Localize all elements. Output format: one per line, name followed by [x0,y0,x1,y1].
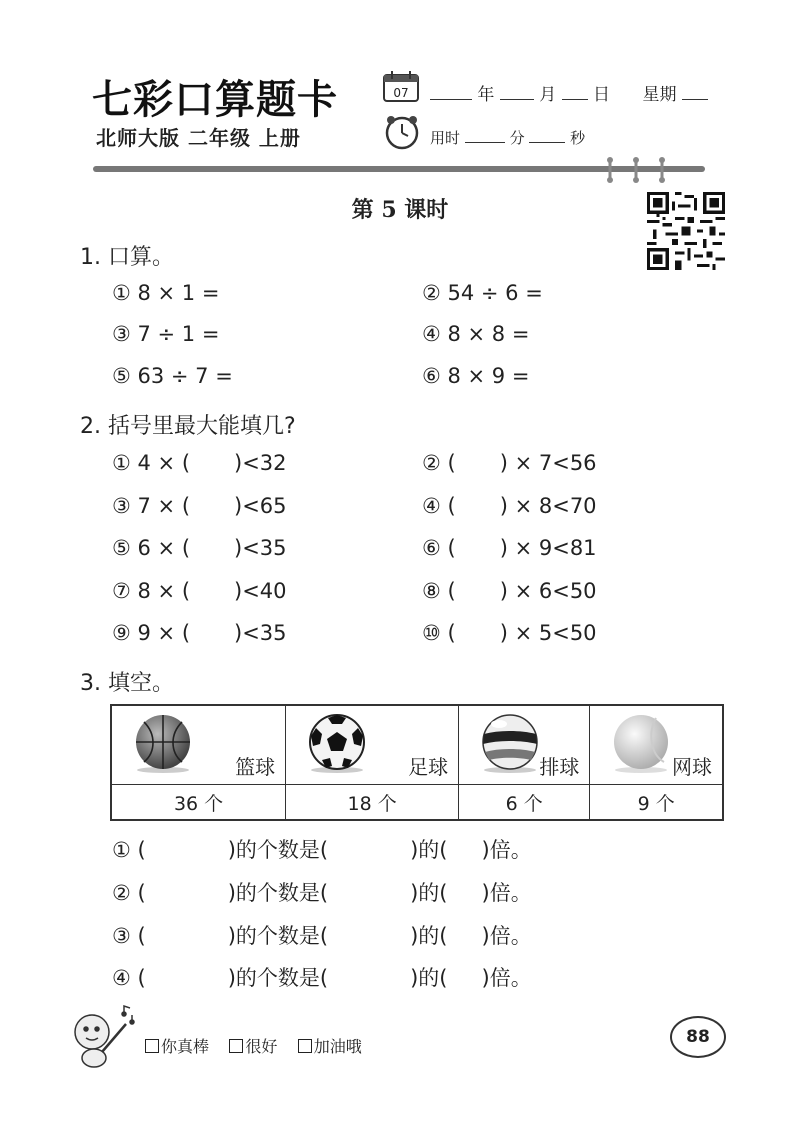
fill-num: ① [112,838,131,862]
q2-item-post: )<32 [234,451,287,475]
q2-item-6 [422,536,597,560]
q2-item-pre: 9 × ( [137,621,191,645]
month-label: 月 [539,85,557,105]
fill-num: ④ [112,966,131,990]
year-label: 年 [477,85,495,105]
page-number: 88 [670,1016,726,1058]
q2-item-num: ⑧ [422,579,441,603]
q2-item-pre: ( [447,494,456,518]
q2-item-4 [422,494,597,518]
edition-label: 北师大版 二年级 上册 [96,126,301,150]
q2-item-post: )<35 [234,536,287,560]
q2-item-9 [112,621,287,645]
ball-name: 网球 [672,755,712,779]
q2-item-num: ① [112,451,131,475]
date-line [430,80,708,105]
checkbox-icon[interactable] [145,1039,159,1053]
q2-item-post: ) × 7<56 [499,451,597,475]
q2-title: 2. 括号里最大能填几? [80,414,296,439]
q2-item-num: ⑤ [112,536,131,560]
fill-part: )的( [410,924,448,948]
q2-item-pre: ( [447,536,456,560]
calendar-icon [382,70,422,104]
fill-num: ② [112,881,131,905]
ball-count: 18 个 [286,785,459,821]
q3-fill-2 [112,877,532,907]
q2-item-pre: 7 × ( [137,494,191,518]
rating-options [145,1034,362,1057]
checkbox-icon[interactable] [229,1039,243,1053]
clock-icon [383,114,421,150]
day-label: 日 [593,85,611,105]
q1-item-1: ① 8 × 1 = [112,281,220,305]
q2-item-pre: ( [447,621,456,645]
q2-item-post: ) × 9<81 [499,536,597,560]
ball-count-table [110,704,724,821]
binder-rings [600,156,670,186]
fill-part: )的个数是( [227,881,329,905]
time-line [430,127,585,148]
ball-count: 9 个 [590,785,723,821]
q2-item-pre: ( [447,451,456,475]
q2-item-num: ⑩ [422,621,441,645]
qr-code-icon[interactable] [646,192,726,270]
q2-item-10 [422,621,597,645]
fill-part: )的( [410,881,448,905]
mascot-guitar-icon [66,1002,138,1072]
ball-count: 36 个 [111,785,286,821]
q2-item-pre: ( [447,579,456,603]
rating-option-great[interactable]: 你真棒 [145,1037,209,1056]
q1-item-5: ⑤ 63 ÷ 7 = [112,364,233,388]
q2-item-post: )<35 [234,621,287,645]
q2-item-5 [112,536,287,560]
q2-item-num: ⑨ [112,621,131,645]
q2-item-1 [112,451,287,475]
q2-item-num: ④ [422,494,441,518]
fill-part: )倍。 [481,838,532,862]
q2-item-7 [112,579,287,603]
fill-part: )的个数是( [227,966,329,990]
fill-part: )的( [410,966,448,990]
volleyball-cell [459,705,590,785]
fill-part: ( [137,838,146,862]
tennis-cell [590,705,723,785]
weekday-label: 星期 [642,85,677,105]
q3-fill-1 [112,834,532,864]
volleyball-icon [479,712,541,774]
fill-num: ③ [112,924,131,948]
q2-item-num: ⑥ [422,536,441,560]
fill-part: )的个数是( [227,924,329,948]
football-icon [306,712,368,774]
q2-item-post: ) × 8<70 [499,494,597,518]
q1-title: 1. 口算。 [80,245,174,270]
q2-item-pre: 8 × ( [137,579,191,603]
calendar-day: 07 [393,86,409,100]
q2-item-post: ) × 6<50 [499,579,597,603]
football-cell [286,705,459,785]
q1-item-3: ③ 7 ÷ 1 = [112,322,220,346]
time-label: 用时 [430,129,461,147]
q2-item-2 [422,451,597,475]
q2-item-post: ) × 5<50 [499,621,597,645]
q3-title: 3. 填空。 [80,671,174,696]
q2-item-post: )<40 [234,579,287,603]
tennis-ball-icon [610,712,672,774]
fill-part: ( [137,924,146,948]
fill-part: ( [137,966,146,990]
q2-item-pre: 6 × ( [137,536,191,560]
q2-item-post: )<65 [234,494,287,518]
ball-name: 篮球 [235,755,276,779]
brand-title: 七彩口算题卡 [92,76,338,123]
rating-option-try-harder[interactable]: 加油哦 [298,1037,362,1056]
q2-item-num: ③ [112,494,131,518]
second-label: 秒 [570,129,586,147]
q3-fill-3 [112,920,532,950]
q2-item-3 [112,494,287,518]
ball-count: 6 个 [459,785,590,821]
basketball-cell [111,705,286,785]
fill-part: )倍。 [481,924,532,948]
checkbox-icon[interactable] [298,1039,312,1053]
q2-item-num: ⑦ [112,579,131,603]
basketball-icon [132,712,194,774]
q2-item-num: ② [422,451,441,475]
ball-name: 足球 [408,755,449,779]
rating-option-good[interactable]: 很好 [229,1037,277,1056]
q2-item-8 [422,579,597,603]
q3-fill-4 [112,962,532,992]
fill-part: )倍。 [481,966,532,990]
fill-part: )倍。 [481,881,532,905]
lesson-title: 第 5 课时 [351,197,449,223]
ball-name: 排球 [539,755,580,779]
fill-part: )的( [410,838,448,862]
q1-item-2: ② 54 ÷ 6 = [422,281,543,305]
q1-item-6: ⑥ 8 × 9 = [422,364,530,388]
fill-part: )的个数是( [227,838,329,862]
q1-item-4: ④ 8 × 8 = [422,322,530,346]
minute-label: 分 [509,129,525,147]
fill-part: ( [137,881,146,905]
q2-item-pre: 4 × ( [137,451,191,475]
